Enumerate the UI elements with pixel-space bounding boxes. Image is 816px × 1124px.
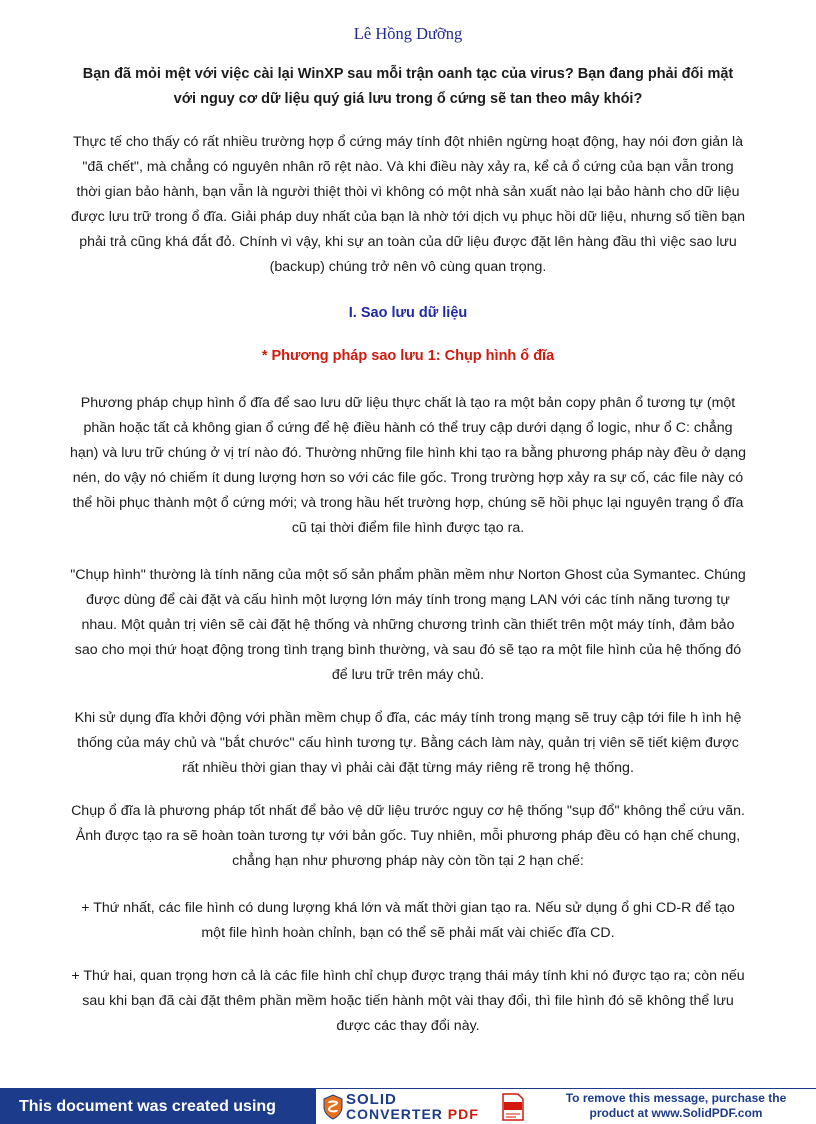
paragraph-3: "Chụp hình" thường là tính năng của một số sản phẩm phần mềm như Norton Ghost của Symantec. Chúng được dùng để cài đặt và cấu hình một lượng lớn máy tính trong mạng LAN với các tính năng tương tự nhau. Một quản trị viên sẽ cài đặt hệ thống và những chương trình cần thiết trên một máy tính, đảm bảo sao cho mọi thứ hoạt động trong tình trạng bình thường, và sau đó sẽ tạo ra một file hình của hệ thống đó để lưu trữ trên máy chủ. (70, 567, 746, 683)
page-header-author: Lê Hồng Dưỡng (353, 24, 463, 43)
subsection-heading: * Phương pháp sao lưu 1: Chụp hình ổ đĩa (261, 348, 555, 364)
paragraph-4: Khi sử dụng đĩa khởi động với phần mềm chụp ổ đĩa, các máy tính trong mạng sẽ truy cập tới file h ình hệ thống của máy chủ và "bắt chước" cấu hình tương tự. Bằng cách làm này, quản trị viên sẽ tiết kiệm được rất nhiều thời gian thay vì phải cài đặt từng máy riêng rẽ trong hệ thống. (74, 710, 742, 776)
watermark-banner (0, 1088, 816, 1124)
solid-converter-logo (322, 1092, 532, 1122)
section-heading: I. Sao lưu dữ liệu (348, 305, 468, 321)
paragraph-6: + Thứ nhất, các file hình có dung lượng khá lớn và mất thời gian tạo ra. Nếu sử dụng ổ ghi CD-R để tạo một file hình hoàn chỉnh, bạn có thể sẽ phải mất vài chiếc đĩa CD. (81, 900, 735, 941)
paragraph-1: Thực tế cho thấy có rất nhiều trường hợp ổ cứng máy tính đột nhiên ngừng hoạt động, hay nói đơn giản là "đã chết", mà chẳng có nguyên nhân rõ rệt nào. Và khi điều này xảy ra, kể cả ổ cứng của bạn vẫn trong thời gian bảo hành, bạn vẫn là người thiệt thòi vì không có một nhà sản xuất nào lại bảo hành cho dữ liệu được lưu trữ trong ổ đĩa. Giải pháp duy nhất của bạn là nhờ tới dịch vụ phục hồi dữ liệu, nhưng số tiền bạn phải trả cũng khá đắt đỏ. Chính vì vậy, khi sự an toàn của dữ liệu được đặt lên hàng đầu thì việc sao lưu (backup) chúng trở nên vô cùng quan trọng. (70, 134, 746, 275)
paragraph-2: Phương pháp chụp hình ổ đĩa để sao lưu dữ liệu thực chất là tạo ra một bản copy phân ổ tương tự (một phần hoặc tất cả không gian ổ cứng để hệ điều hành có thể truy cập dưới dạng ổ logic, như ổ C: chẳng hạn) và lưu trữ chúng ở vị trí nào đó. Thường những file hình khi tạo ra bằng phương pháp này đều ở dạng nén, do vậy nó chiếm ít dung lượng hơn so với các file gốc. Trong trường hợp xảy ra sự cố, các file này có thể hồi phục thành một ổ cứng mới; và trong hầu hết trường hợp, chúng sẽ hồi phục lại nguyên trạng ổ đĩa cũ tại thời điểm file hình được tạo ra. (70, 395, 747, 536)
banner-created-using-text: This document was created using (0, 1089, 316, 1124)
logo-text-converter (346, 1106, 479, 1122)
paragraph-7: + Thứ hai, quan trọng hơn cả là các file hình chỉ chụp được trạng thái máy tính khi nó được tạo ra; còn nếu sau khi bạn đã cài đặt thêm phần mềm hoặc tiến hành một vài thay đổi, thì file hình đó sẽ không thể lưu được các thay đổi này. (71, 968, 745, 1034)
logo-text-converter-word: CONVERTER (346, 1106, 443, 1122)
banner-purchase-line-1: To remove this message, purchase the (565, 1091, 787, 1105)
paragraph-5: Chụp ổ đĩa là phương pháp tốt nhất để bảo vệ dữ liệu trước nguy cơ hệ thống "sụp đổ" không thể cứu vãn. Ảnh được tạo ra sẽ hoàn toàn tương tự với bản gốc. Tuy nhiên, mỗi phương pháp đều có hạn chế chung, chẳng hạn như phương pháp này còn tồn tại 2 hạn chế: (71, 803, 745, 869)
banner-purchase-line-2 (536, 1106, 816, 1121)
logo-text-pdf-word: PDF (447, 1106, 479, 1122)
solid-logo-icon (322, 1094, 344, 1120)
banner-purchase-message (536, 1091, 816, 1121)
intro-paragraph: Bạn đã mỏi mệt với việc cài lại WinXP sau mỗi trận oanh tạc của virus? Bạn đang phải đối mặt với nguy cơ dữ liệu quý giá lưu trong ổ cứng sẽ tan theo mây khói? (82, 66, 734, 107)
pdf-document-icon (500, 1093, 526, 1121)
solidpdf-link[interactable]: www.SolidPDF.com (651, 1106, 763, 1120)
banner-product-at: product at (589, 1106, 649, 1120)
logo-text-solid: SOLID (346, 1091, 397, 1108)
